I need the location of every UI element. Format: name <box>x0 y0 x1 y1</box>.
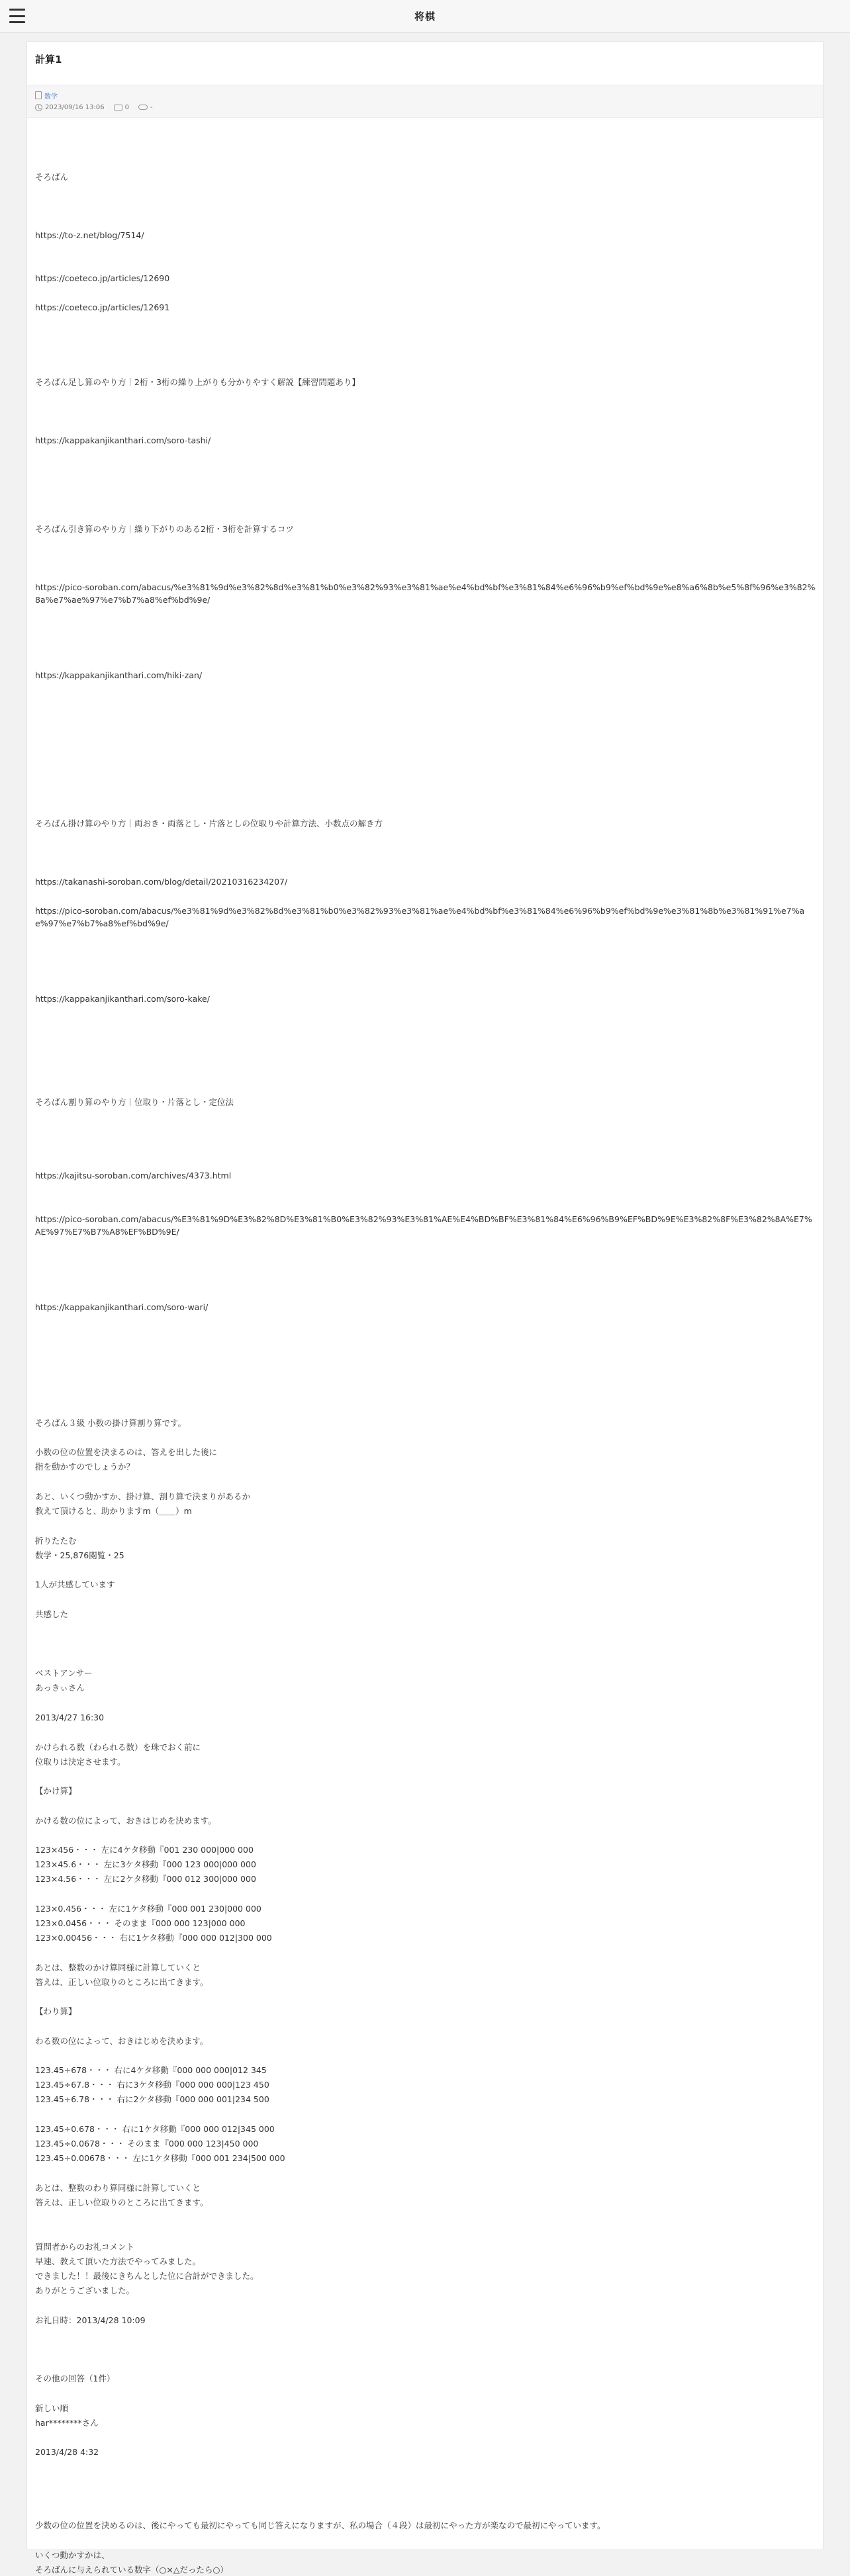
body-text: わる数の位によって、おきはじめを決めます。 <box>35 2036 209 2046</box>
body-text: かけられる数（わられる数）を珠でおく前に <box>35 1742 201 1752</box>
body-link[interactable]: https://coeteco.jp/articles/12691 <box>35 302 170 312</box>
body-link[interactable]: https://to-z.net/blog/7514/ <box>35 230 144 240</box>
comment-icon[interactable] <box>114 105 122 111</box>
body-link[interactable]: https://kappakanjikanthari.com/soro-wari/ <box>35 1302 209 1312</box>
article-header <box>27 42 823 73</box>
category-icon <box>35 91 42 99</box>
body-text: 【かけ算】 <box>35 1786 77 1796</box>
body-text: その他の回答（1件） <box>35 2374 115 2383</box>
body-text: そろばん足し算のやり方｜2桁・3桁の繰り上がりも分かりやすく解説【練習問題あり】 <box>35 377 360 387</box>
body-text: 123×0.0456・・・ そのまま『000 000 123|000 000 <box>35 1918 246 1928</box>
body-link[interactable]: https://kajitsu-soroban.com/archives/4373.html <box>35 1171 232 1180</box>
body-text: 123×456・・・ 左に4ケタ移動『001 230 000|000 000 <box>35 1845 254 1855</box>
clock-icon <box>35 104 42 111</box>
body-text: 【わり算】 <box>35 2006 77 2016</box>
body-text: 教えて頂けると、助かりますm（＿＿）m <box>35 1506 192 1516</box>
post-meta <box>27 85 823 118</box>
body-text: かける数の位によって、おきはじめを決めます。 <box>35 1816 216 1826</box>
body-text: 123.45÷0.0678・・・ そのまま『000 000 123|450 000 <box>35 2139 259 2149</box>
body-text: 質問者からのお礼コメント <box>35 2242 135 2252</box>
body-text: 123×0.456・・・ 左に1ケタ移動『000 001 230|000 000 <box>35 1904 261 1914</box>
category-link[interactable]: 数学 <box>44 93 58 101</box>
body-text: あと、いくつ動かすか、掛け算、割り算で決まりがあるか <box>35 1491 251 1501</box>
post-title[interactable]: 計算1 <box>35 54 62 66</box>
body-text: 早速、教えて頂いた方法でやってみました。 <box>35 2256 201 2266</box>
body-text: 数学・25,876閲覧・25 <box>35 1550 124 1560</box>
body-text: そろばん <box>35 172 69 182</box>
body-text: 123.45÷0.00678・・・ 左に1ケタ移動『000 001 234|500 000 <box>35 2153 285 2163</box>
body-text: そろばん掛け算のやり方｜両おき・両落とし・片落としの位取りや計算方法、小数点の解き方 <box>35 819 383 828</box>
body-text: そろばんに与えられている数字（○×△だったら○） <box>35 2565 228 2575</box>
site-title[interactable]: 将棋 <box>414 11 436 22</box>
body-text: 1人が共感しています <box>35 1579 115 1589</box>
body-text: 共感した <box>35 1609 69 1619</box>
hamburger-menu-icon[interactable] <box>9 9 25 23</box>
body-text: できました！！最後にきちんとした位に合計ができました。 <box>35 2271 259 2281</box>
body-link[interactable]: https://kappakanjikanthari.com/soro-tashi/ <box>35 435 211 445</box>
body-text: 123.45÷678・・・ 右に4ケタ移動『000 000 000|012 345 <box>35 2065 267 2075</box>
body-text: いくつ動かすかは、 <box>35 2550 110 2560</box>
body-text: あとは、整数のわり算同様に計算していくと <box>35 2183 201 2193</box>
body-link[interactable]: https://pico-soroban.com/abacus/%E3%81%9D%E3%82%8D%E3%81%B0%E3%82%93%E3%81%AE%E4%BD%BF%E3%81%84%E6%96%B9%EF%BD%9E%E3%82%8F%E3%82%8A%E7%AE%97%E7%B7%A8%EF%BD%9E/ <box>35 1214 812 1237</box>
body-text: 位取りは決定させます。 <box>35 1757 126 1767</box>
post-date: 2023/09/16 13:06 <box>45 103 105 111</box>
body-text: 小数の位の位置を決まるのは、答えを出した後に <box>35 1447 218 1457</box>
body-text: ベストアンサー <box>35 1668 93 1678</box>
body-link[interactable]: https://kappakanjikanthari.com/hiki-zan/ <box>35 670 203 680</box>
body-text: 新しい順 <box>35 2403 69 2413</box>
body-text: 123×0.00456・・・ 右に1ケタ移動『000 000 012|300 000 <box>35 1933 272 1943</box>
body-text: har********さん <box>35 2418 99 2428</box>
body-text: 123×45.6・・・ 左に3ケタ移動『000 123 000|000 000 <box>35 1859 256 1869</box>
body-text: 答えは、正しい位取りのところに出てきます。 <box>35 1977 209 1987</box>
body-text: 答えは、正しい位取りのところに出てきます。 <box>35 2198 209 2207</box>
body-link[interactable]: https://takanashi-soroban.com/blog/detail/20210316234207/ <box>35 877 288 887</box>
comment-count[interactable]: 0 <box>124 103 130 111</box>
body-text: 123.45÷67.8・・・ 右に3ケタ移動『000 000 000|123 450 <box>35 2080 269 2090</box>
body-text: そろばん３級 小数の掛け算割り算です。 <box>35 1418 186 1428</box>
body-link[interactable]: https://pico-soroban.com/abacus/%e3%81%9d%e3%82%8d%e3%81%b0%e3%82%93%e3%81%ae%e4%bd%bf%e3%81%84%e6%96%b9%ef%bd%9e%e3%81%8b%e3%81%91%e7%ae%97%e7%b7%a8%ef%bd%9e/ <box>35 906 805 928</box>
body-text: ありがとうございました。 <box>35 2286 135 2295</box>
tag-text: - <box>150 103 153 111</box>
body-link[interactable]: https://pico-soroban.com/abacus/%e3%81%9d%e3%82%8d%e3%81%b0%e3%82%93%e3%81%ae%e4%bd%bf%e3%81%84%e6%96%b9%ef%bd%9e%e8%a6%8b%e5%8f%96%e3%82%8a%e7%ae%97%e7%b7%a8%ef%bd%9e/ <box>35 582 816 605</box>
body-text: そろばん引き算のやり方｜繰り下がりのある2桁・3桁を計算するコツ <box>35 524 294 534</box>
body-text: そろばん割り算のやり方｜位取り・片落とし・定位法 <box>35 1097 234 1107</box>
body-text: 2013/4/27 16:30 <box>35 1712 105 1722</box>
article-card <box>26 41 824 2575</box>
body-text: あっきぃさん <box>35 1683 85 1693</box>
body-text: あとは、整数のかけ算同様に計算していくと <box>35 1963 201 1973</box>
tag-icon <box>138 105 148 110</box>
top-bar <box>0 0 850 33</box>
body-text: 123.45÷6.78・・・ 右に2ケタ移動『000 000 001|234 500 <box>35 2094 269 2104</box>
body-text: 2013/4/28 4:32 <box>35 2447 99 2457</box>
body-text: 123.45÷0.678・・・ 右に1ケタ移動『000 000 012|345 000 <box>35 2124 275 2134</box>
body-text: 折りたたむ <box>35 1536 77 1546</box>
body-text: 指を動かすのでしょうか？ <box>35 1462 135 1472</box>
body-text: お礼日時：2013/4/28 10:09 <box>35 2315 146 2325</box>
body-text: 少数の位の位置を決めるのは、後にやっても最初にやっても同じ答えになりますが、私の場合（４段）は最初にやった方が楽なので最初にやっています。 <box>35 2520 606 2530</box>
body-text: 123×4.56・・・ 左に2ケタ移動『000 012 300|000 000 <box>35 1874 256 1884</box>
body-link[interactable]: https://coeteco.jp/articles/12690 <box>35 273 170 283</box>
body-link[interactable]: https://kappakanjikanthari.com/soro-kake/ <box>35 994 210 1004</box>
